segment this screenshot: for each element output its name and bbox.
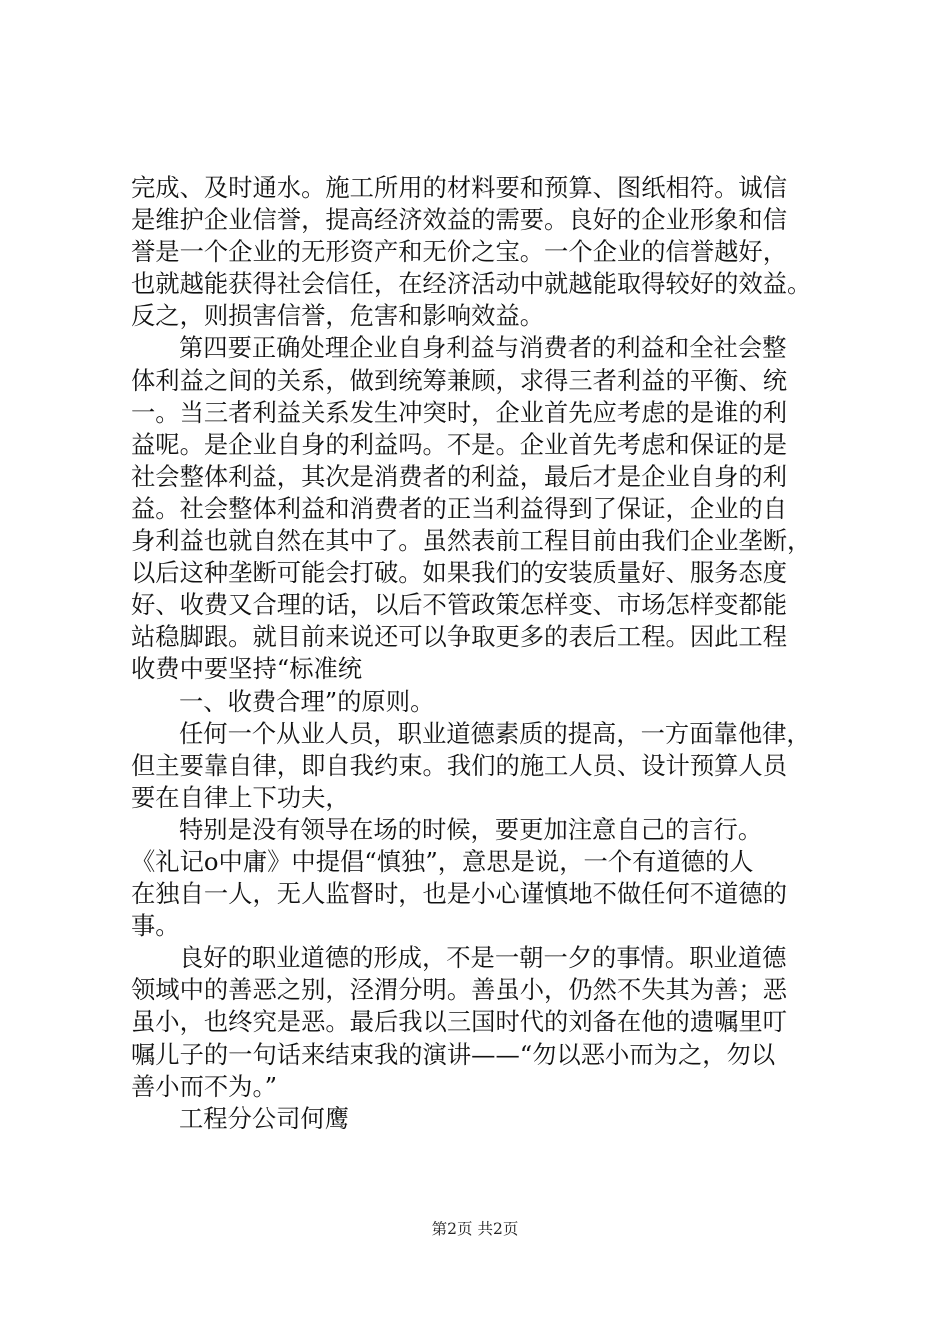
text-line: 社会整体利益，其次是消费者的利益，最后才是企业自身的利	[131, 461, 788, 491]
text-line: 益呢。是企业自身的利益吗。不是。企业首先考虑和保证的是	[131, 429, 788, 459]
text-line: 第四要正确处理企业自身利益与消费者的利益和全社会整	[179, 333, 787, 363]
text-line: 良好的职业道德的形成，不是一朝一夕的事情。职业道德	[179, 943, 787, 973]
text-line: 嘱儿子的一句话来结束我的演讲——“勿以恶小而为之，勿以	[131, 1039, 776, 1069]
text-line: 站稳脚跟。就目前来说还可以争取更多的表后工程。因此工程	[131, 622, 788, 652]
text-line: 一。当三者利益关系发生冲突时，企业首先应考虑的是谁的利	[131, 397, 788, 427]
text-line: 收费中要坚持“标准统	[131, 654, 363, 684]
text-line: 领域中的善恶之别，泾渭分明。善虽小，仍然不失其为善；恶	[131, 975, 788, 1005]
text-line: 是维护企业信誉，提高经济效益的需要。良好的企业形象和信	[131, 205, 788, 235]
page-footer: 第2页 共2页	[431, 1220, 519, 1238]
text-line: 但主要靠自律，即自我约束。我们的施工人员、设计预算人员	[131, 750, 788, 780]
text-line: 好、收费又合理的话，以后不管政策怎样变、市场怎样变都能	[131, 590, 788, 620]
text-line: 身利益也就自然在其中了。虽然表前工程目前由我们企业垄断，	[131, 526, 812, 556]
body-text	[131, 172, 831, 1135]
text-line: 要在自律上下功夫，	[131, 782, 350, 812]
text-line: 誉是一个企业的无形资产和无价之宝。一个企业的信誉越好，	[131, 237, 788, 267]
text-line: 反之，则损害信誉，危害和影响效益。	[131, 301, 545, 331]
text-line: 也就越能获得社会信任，在经济活动中就越能取得较好的效益。	[131, 269, 812, 299]
text-line: 一、收费合理”的原则。	[179, 686, 435, 716]
text-line: 益。社会整体利益和消费者的正当利益得到了保证，企业的自	[131, 493, 788, 523]
text-line: 虽小，也终究是恶。最后我以三国时代的刘备在他的遗嘱里叮	[131, 1007, 788, 1037]
text-line: 完成、及时通水。施工所用的材料要和预算、图纸相符。诚信	[131, 173, 788, 202]
text-line: 工程分公司何鹰	[179, 1103, 350, 1133]
text-line: 特别是没有领导在场的时候，要更加注意自己的言行。	[179, 814, 763, 844]
text-line: 体利益之间的关系，做到统筹兼顾，求得三者利益的平衡、统	[131, 365, 788, 395]
text-line: 事。	[131, 911, 180, 941]
text-line: 任何一个从业人员，职业道德素质的提高，一方面靠他律，	[179, 718, 811, 748]
text-line: 善小而不为。”	[131, 1071, 278, 1101]
text-line: 《礼记ο中庸》中提倡“慎独”，意思是说，一个有道德的人	[131, 846, 754, 876]
text-line: 在独自一人，无人监督时，也是小心谨慎地不做任何不道德的	[131, 879, 788, 909]
text-line: 以后这种垄断可能会打破。如果我们的安装质量好、服务态度	[131, 558, 788, 588]
